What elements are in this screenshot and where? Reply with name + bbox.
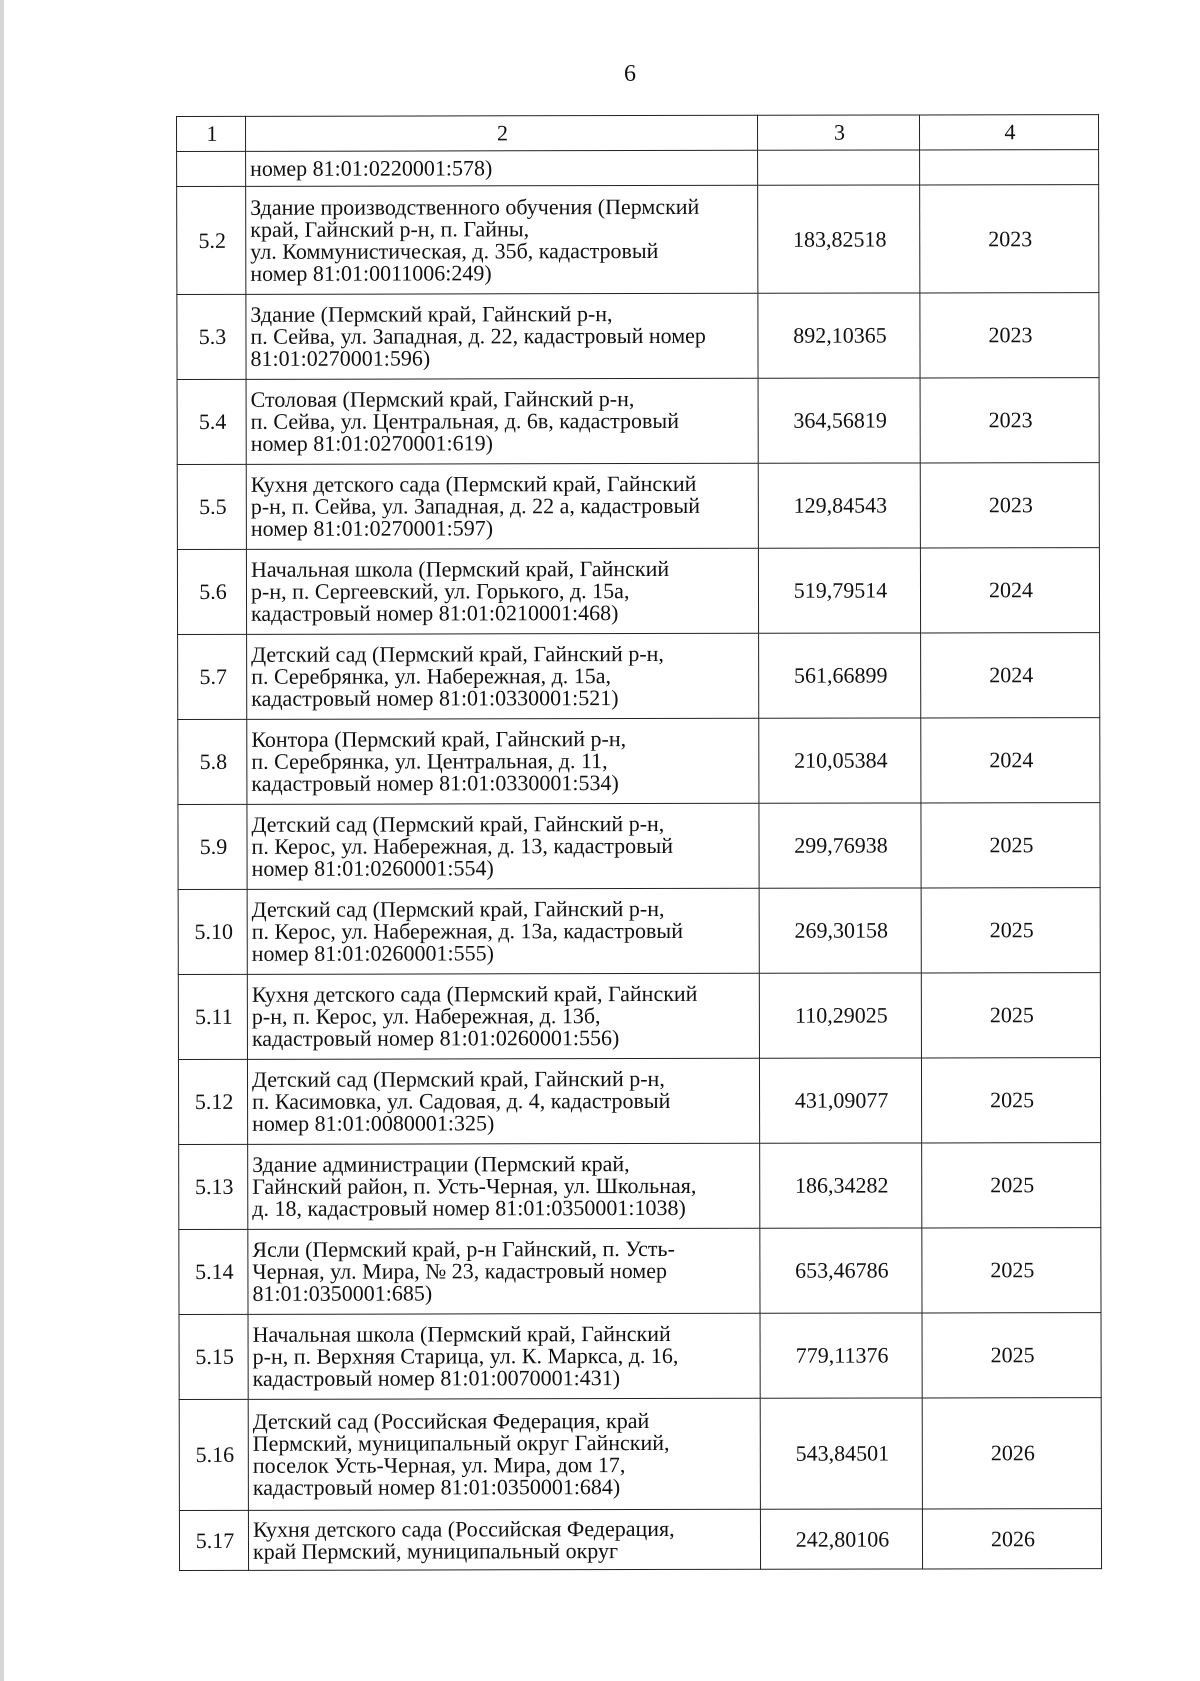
value-cell: 561,66899 <box>759 633 921 718</box>
year-cell: 2026 <box>922 1509 1101 1569</box>
table-row <box>178 973 1100 1060</box>
description-line: п. Сейва, ул. Центральная, д. 6в, кадастровый <box>250 407 679 434</box>
description-cell <box>248 1398 760 1510</box>
row-number-cell: 5.3 <box>177 294 246 379</box>
value-cell: 364,56819 <box>758 378 920 463</box>
value-cell: 779,11376 <box>760 1313 922 1398</box>
description-line: п. Керос, ул. Набережная, д. 13, кадастровый <box>251 832 674 859</box>
year-cell: 2025 <box>921 803 1100 888</box>
description-line: Детский сад (Пермский край, Гайнский р-н, <box>251 810 665 837</box>
description-cell <box>247 888 759 974</box>
header-cell-2: 2 <box>246 115 758 151</box>
value-cell: 186,34282 <box>760 1143 922 1228</box>
table-row <box>178 718 1100 805</box>
description-line: Черная, ул. Мира, № 23, кадастровый номер <box>252 1257 667 1284</box>
table-row <box>178 803 1100 890</box>
table-row <box>179 1143 1101 1230</box>
description-line: Контора (Пермский край, Гайнский р-н, <box>251 726 627 752</box>
scan-edge-shadow <box>0 0 4 1681</box>
row-number-cell: 5.13 <box>179 1144 248 1229</box>
table-header-row <box>177 115 1099 152</box>
row-number-cell <box>177 151 246 186</box>
description-line: Пермский, муниципальный округ Гайнский, <box>252 1429 670 1456</box>
table-row <box>179 1313 1101 1400</box>
row-number-cell: 5.15 <box>179 1314 248 1399</box>
description-cell <box>246 293 758 379</box>
value-cell: 299,76938 <box>759 803 921 888</box>
value-cell: 129,84543 <box>758 463 920 548</box>
description-line: кадастровый номер 81:01:0260001:556) <box>251 1025 620 1051</box>
description-line: 81:01:0350001:685) <box>252 1280 433 1306</box>
description-line: р-н, п. Верхняя Старица, ул. К. Маркса, д. 16, <box>252 1342 679 1369</box>
description-line: Начальная школа (Пермский край, Гайнский <box>250 555 670 582</box>
value-cell: 110,29025 <box>759 973 921 1058</box>
year-cell: 2023 <box>920 293 1099 378</box>
description-line: номер 81:01:0260001:555) <box>251 940 494 966</box>
property-table <box>176 114 1102 1571</box>
row-number-cell: 5.6 <box>177 549 246 634</box>
description-line: кадастровый номер 81:01:0330001:534) <box>251 770 619 796</box>
table-row <box>177 378 1099 465</box>
value-cell: 653,46786 <box>760 1228 922 1313</box>
description-cell <box>248 1228 760 1314</box>
row-number-cell: 5.4 <box>177 379 246 464</box>
year-cell: 2025 <box>921 1058 1100 1143</box>
description-cell <box>246 378 758 464</box>
description-line: Детский сад (Российская Федерация, край <box>252 1408 650 1434</box>
description-line: кадастровый номер 81:01:0350001:684) <box>252 1474 621 1500</box>
value-cell: 210,05384 <box>759 718 921 803</box>
description-line: Кухня детского сада (Российская Федерация, <box>252 1515 675 1542</box>
description-line: номер 81:01:0270001:619) <box>250 430 493 456</box>
row-number-cell: 5.16 <box>179 1399 248 1510</box>
table-row <box>178 633 1100 720</box>
description-line: номер 81:01:0080001:325) <box>252 1110 495 1136</box>
description-line: п. Сейва, ул. Западная, д. 22, кадастровый номер <box>250 322 706 349</box>
value-cell: 543,84501 <box>760 1398 922 1509</box>
row-number-cell: 5.9 <box>178 804 247 889</box>
year-cell: 2023 <box>920 185 1099 293</box>
table-row <box>177 548 1099 635</box>
year-cell: 2025 <box>922 1143 1101 1228</box>
description-line: Начальная школа (Пермский край, Гайнский <box>252 1320 671 1347</box>
header-cell-4: 4 <box>919 115 1098 150</box>
year-cell: 2025 <box>922 1228 1101 1313</box>
description-line: край Пермский, муниципальный округ <box>252 1537 619 1564</box>
description-cell <box>247 1058 759 1144</box>
value-cell: 431,09077 <box>759 1058 921 1143</box>
description-line: номер 81:01:0260001:554) <box>251 855 494 881</box>
year-cell: 2025 <box>922 1313 1101 1398</box>
year-cell: 2024 <box>920 548 1099 633</box>
row-number-cell: 5.5 <box>177 464 246 549</box>
description-line: ул. Коммунистическая, д. 35б, кадастровый <box>250 237 659 264</box>
description-cell <box>247 633 759 719</box>
description-cell <box>247 973 759 1059</box>
table-row <box>179 1398 1101 1511</box>
description-line: номер 81:01:0011006:249) <box>250 259 492 286</box>
year-cell: 2025 <box>921 973 1100 1058</box>
table-row <box>179 1509 1101 1571</box>
value-cell: 892,10365 <box>758 293 920 378</box>
table-row <box>177 150 1099 187</box>
table-body <box>177 115 1102 1571</box>
description-line: Детский сад (Пермский край, Гайнский р-н, <box>251 1065 665 1092</box>
description-line: Детский сад (Пермский край, Гайнский р-н, <box>251 895 665 922</box>
description-line: Здание (Пермский край, Гайнский р-н, <box>250 301 613 327</box>
value-cell <box>758 150 920 185</box>
description-line: 81:01:0270001:596) <box>250 345 431 371</box>
row-number-cell: 5.14 <box>179 1229 248 1314</box>
description-line: Кухня детского сада (Пермский край, Гайнский <box>251 980 698 1007</box>
description-line: кадастровый номер 81:01:0330001:521) <box>251 685 619 711</box>
description-cell <box>248 1509 760 1570</box>
description-cell <box>246 548 758 634</box>
year-cell: 2026 <box>922 1398 1101 1509</box>
year-cell <box>920 150 1099 185</box>
table-row <box>177 185 1099 295</box>
description-cell <box>248 1143 760 1229</box>
description-line: Детский сад (Пермский край, Гайнский р-н, <box>251 640 664 667</box>
description-cell <box>248 1313 760 1399</box>
description-cell <box>246 463 758 549</box>
description-line: Кухня детского сада (Пермский край, Гайнский <box>250 470 697 497</box>
description-line: Гайнский район, п. Усть-Черная, ул. Школьная, <box>252 1172 697 1199</box>
description-line: поселок Усть-Черная, ул. Мира, дом 17, <box>252 1452 626 1478</box>
description-line: п. Серебрянка, ул. Центральная, д. 11, <box>251 748 608 774</box>
description-line: Столовая (Пермский край, Гайнский р-н, <box>250 386 635 412</box>
value-cell: 269,30158 <box>759 888 921 973</box>
description-line: номер 81:01:0220001:578) <box>250 155 493 181</box>
description-line: р-н, п. Керос, ул. Набережная, д. 13б, <box>251 1003 601 1029</box>
description-line: д. 18, кадастровый номер 81:01:0350001:1038) <box>252 1194 686 1221</box>
description-line: р-н, п. Сейва, ул. Западная, д. 22 а, кадастровый <box>250 492 701 519</box>
description-line: р-н, п. Сергеевский, ул. Горького, д. 15а, <box>250 578 630 604</box>
description-line: номер 81:01:0270001:597) <box>250 515 494 541</box>
row-number-cell: 5.11 <box>178 974 247 1059</box>
description-line: Здание производственного обучения (Пермский <box>250 193 700 220</box>
table-row <box>177 293 1099 380</box>
row-number-cell: 5.10 <box>178 889 247 974</box>
table-row <box>178 1058 1100 1145</box>
row-number-cell: 5.7 <box>178 634 247 719</box>
row-number-cell: 5.17 <box>179 1510 248 1570</box>
description-line: п. Касимовка, ул. Садовая, д. 4, кадастровый <box>252 1087 671 1114</box>
year-cell: 2023 <box>920 463 1099 548</box>
year-cell: 2025 <box>921 888 1100 973</box>
description-line: край, Гайнский р-н, п. Гайны, <box>250 215 530 242</box>
row-number-cell: 5.8 <box>178 719 247 804</box>
description-line: Ясли (Пермский край, р-н Гайнский, п. Усть- <box>252 1235 675 1262</box>
value-cell: 519,79514 <box>758 548 920 633</box>
description-line: Здание администрации (Пермский край, <box>252 1151 630 1177</box>
description-cell <box>246 150 758 186</box>
header-cell-3: 3 <box>757 115 919 150</box>
year-cell: 2023 <box>920 378 1099 463</box>
description-line: п. Серебрянка, ул. Набережная, д. 15а, <box>251 663 612 689</box>
description-line: кадастровый номер 81:01:0210001:468) <box>251 600 619 626</box>
page-number: 6 <box>624 61 636 87</box>
table-row <box>177 463 1099 550</box>
description-line: кадастровый номер 81:01:0070001:431) <box>252 1365 621 1391</box>
description-cell <box>247 803 759 889</box>
year-cell: 2024 <box>921 633 1100 718</box>
description-line: п. Керос, ул. Набережная, д. 13а, кадастровый <box>251 917 684 944</box>
value-cell: 242,80106 <box>760 1509 922 1569</box>
row-number-cell: 5.12 <box>178 1059 247 1144</box>
table-row <box>179 1228 1101 1315</box>
row-number-cell: 5.2 <box>177 186 246 294</box>
value-cell: 183,82518 <box>758 185 920 293</box>
description-cell <box>246 185 758 294</box>
year-cell: 2024 <box>921 718 1100 803</box>
header-cell-1: 1 <box>177 116 246 151</box>
description-cell <box>247 718 759 804</box>
table-row <box>178 888 1100 975</box>
